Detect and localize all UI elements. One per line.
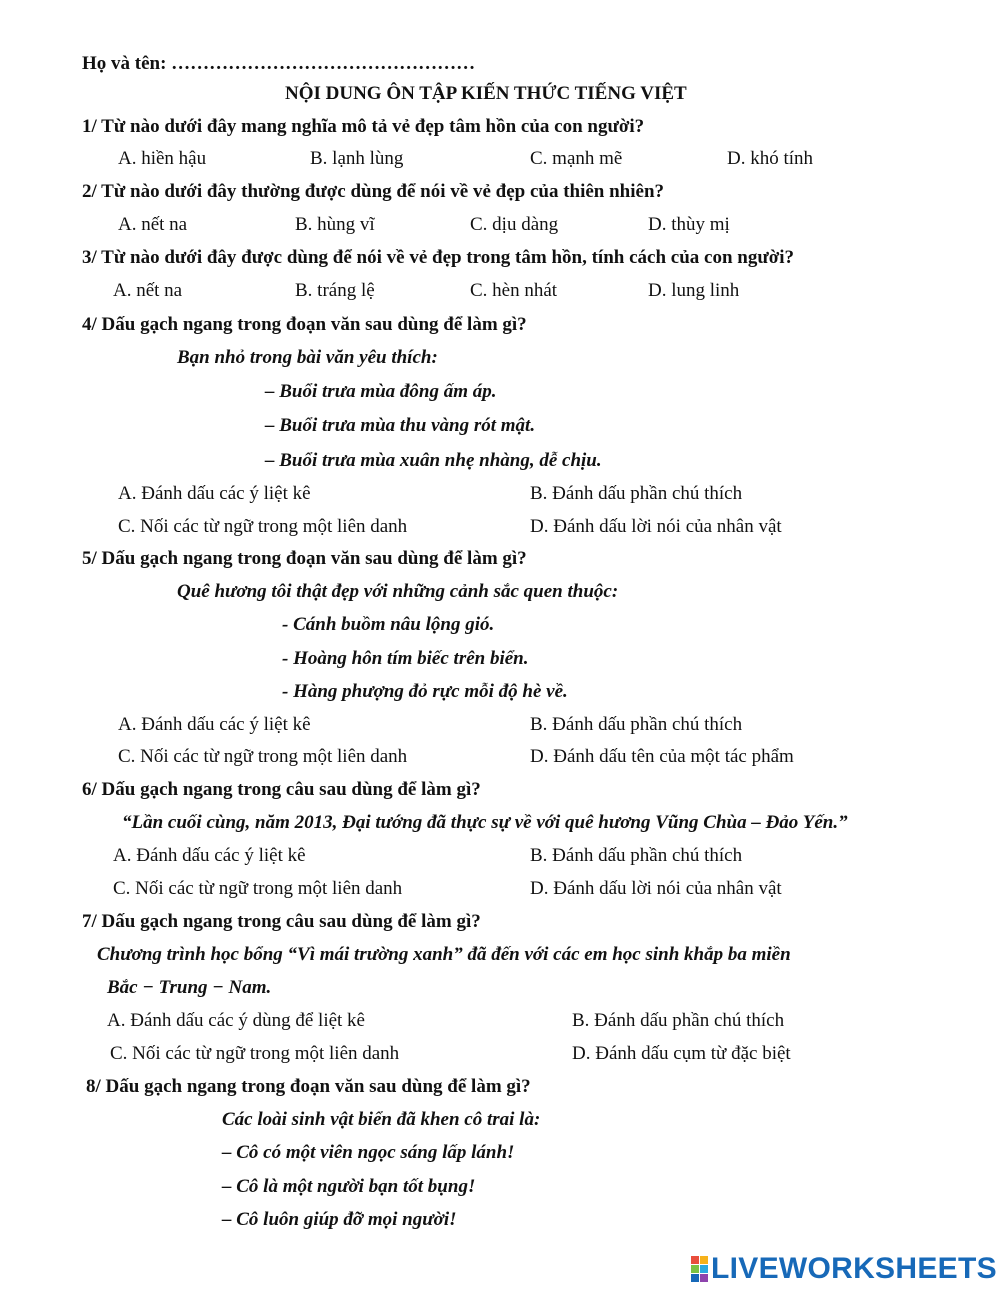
q8-passage-line: – Cô là một người bạn tốt bụng! (222, 1176, 476, 1197)
q8-passage-intro: Các loài sinh vật biển đã khen cô trai là: (222, 1109, 541, 1130)
question-3: 3/ Từ nào dưới đây được dùng để nói về vẻ đẹp trong tâm hồn, tính cách của con người? (82, 247, 795, 268)
logo-mark-cell (691, 1274, 699, 1282)
q5-option-c[interactable]: C. Nối các từ ngữ trong một liên danh (118, 746, 408, 767)
question-8: 8/ Dấu gạch ngang trong đoạn văn sau dùng để làm gì? (86, 1076, 531, 1097)
q7-option-a[interactable]: A. Đánh dấu các ý dùng để liệt kê (107, 1010, 365, 1031)
q7-option-d[interactable]: D. Đánh dấu cụm từ đặc biệt (572, 1043, 791, 1064)
q7-option-b[interactable]: B. Đánh dấu phần chú thích (572, 1010, 785, 1031)
q5-passage-line: - Hàng phượng đỏ rực mỗi độ hè về. (282, 681, 568, 702)
q5-option-b[interactable]: B. Đánh dấu phần chú thích (530, 714, 743, 735)
q4-passage-line: – Buổi trưa mùa xuân nhẹ nhàng, dễ chịu. (265, 450, 602, 471)
question-6: 6/ Dấu gạch ngang trong câu sau dùng để làm gì? (82, 779, 481, 800)
q3-option-c[interactable]: C. hèn nhát (470, 280, 558, 301)
q3-option-a[interactable]: A. nết na (113, 280, 183, 301)
q2-option-d[interactable]: D. thùy mị (648, 214, 730, 235)
logo-mark-cell (700, 1265, 708, 1273)
page-title: NỘI DUNG ÔN TẬP KIẾN THỨC TIẾNG VIỆT (285, 83, 687, 104)
q6-option-b[interactable]: B. Đánh dấu phần chú thích (530, 845, 743, 866)
q8-passage-line: – Cô có một viên ngọc sáng lấp lánh! (222, 1142, 515, 1163)
logo-mark-cell (691, 1265, 699, 1273)
q7-quote-line: Chương trình học bổng “Vì mái trường xanh” đã đến với các em học sinh khắp ba miền (97, 944, 791, 965)
q5-option-d[interactable]: D. Đánh dấu tên của một tác phẩm (530, 746, 794, 767)
logo-mark-cell (700, 1256, 708, 1264)
question-7: 7/ Dấu gạch ngang trong câu sau dùng để làm gì? (82, 911, 481, 932)
q8-passage-line: – Cô luôn giúp đỡ mọi người! (222, 1209, 457, 1230)
q4-passage-line: – Buổi trưa mùa đông ấm áp. (265, 381, 497, 402)
q1-option-d[interactable]: D. khó tính (727, 148, 814, 169)
question-4: 4/ Dấu gạch ngang trong đoạn văn sau dùng để làm gì? (82, 314, 527, 335)
q4-option-b[interactable]: B. Đánh dấu phần chú thích (530, 483, 743, 504)
q5-passage-intro: Quê hương tôi thật đẹp với những cảnh sắc quen thuộc: (177, 581, 619, 602)
q2-option-c[interactable]: C. dịu dàng (470, 214, 559, 235)
logo-mark-cell (691, 1256, 699, 1264)
logo-text: LIVEWORKSHEETS (711, 1252, 997, 1285)
q4-passage-line: – Buổi trưa mùa thu vàng rót mật. (265, 415, 536, 436)
liveworksheets-logo (691, 1252, 997, 1286)
question-1: 1/ Từ nào dưới đây mang nghĩa mô tả vẻ đẹp tâm hồn của con người? (82, 116, 645, 137)
q5-passage-line: - Hoàng hôn tím biếc trên biển. (282, 648, 529, 669)
question-2: 2/ Từ nào dưới đây thường được dùng để nói về vẻ đẹp của thiên nhiên? (82, 181, 665, 202)
q4-option-d[interactable]: D. Đánh dấu lời nói của nhân vật (530, 516, 782, 537)
logo-mark-cell (700, 1274, 708, 1282)
q6-option-a[interactable]: A. Đánh dấu các ý liệt kê (113, 845, 306, 866)
q2-option-a[interactable]: A. nết na (118, 214, 188, 235)
q1-option-b[interactable]: B. lạnh lùng (310, 148, 404, 169)
question-5: 5/ Dấu gạch ngang trong đoạn văn sau dùng để làm gì? (82, 548, 527, 569)
q3-option-d[interactable]: D. lung linh (648, 280, 740, 301)
q1-option-a[interactable]: A. hiền hậu (118, 148, 207, 169)
q4-option-c[interactable]: C. Nối các từ ngữ trong một liên danh (118, 516, 408, 537)
logo-mark-icon (691, 1256, 708, 1282)
q5-option-a[interactable]: A. Đánh dấu các ý liệt kê (118, 714, 311, 735)
q1-option-c[interactable]: C. mạnh mẽ (530, 148, 623, 169)
q4-option-a[interactable]: A. Đánh dấu các ý liệt kê (118, 483, 311, 504)
q4-passage-intro: Bạn nhỏ trong bài văn yêu thích: (177, 347, 438, 368)
q7-option-c[interactable]: C. Nối các từ ngữ trong một liên danh (110, 1043, 400, 1064)
q6-option-d[interactable]: D. Đánh dấu lời nói của nhân vật (530, 878, 782, 899)
name-line: Họ và tên: ………………………………………… (82, 53, 476, 74)
q6-option-c[interactable]: C. Nối các từ ngữ trong một liên danh (113, 878, 403, 899)
q6-quote: “Lần cuối cùng, năm 2013, Đại tướng đã thực sự về với quê hương Vũng Chùa – Đảo Yến.” (122, 812, 848, 833)
q2-option-b[interactable]: B. hùng vĩ (295, 214, 375, 235)
q5-passage-line: - Cánh buồm nâu lộng gió. (282, 614, 495, 635)
q7-quote-line: Bắc − Trung − Nam. (107, 977, 272, 998)
q3-option-b[interactable]: B. tráng lệ (295, 280, 375, 301)
